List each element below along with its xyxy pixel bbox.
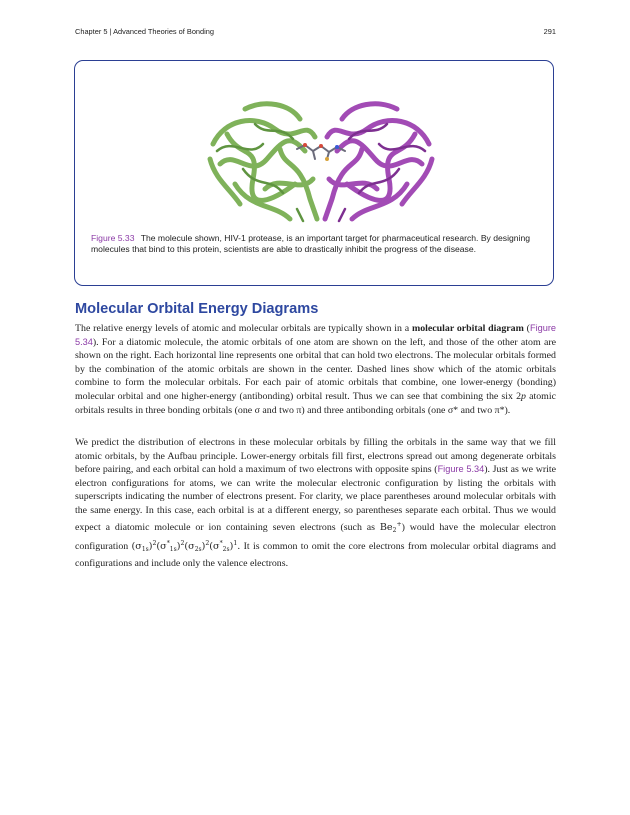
electron-configuration: $(\sigma_{1s})^2(\sigma^*_{1s})^2(\sigma_{2s})^2(\sigma^*_{2s})^1$. <box>131 540 241 554</box>
chapter-title: Chapter 5 | Advanced Theories of Bonding <box>75 27 215 36</box>
paragraph-electron-configuration: We predict the distribution of electrons in these molecular orbitals by filling the orbitals in the same way that we fill atomic orbitals, by the Aufbau principle. Lower-energy orbitals fill first, electrons spread out among degenerate orbitals before pairing, and each orbital can hold a maximum of two electrons with opposite spins (Figure 5.34). Just as we write electron configurations for atoms, we can write the molecular electronic configuration by listing the orbitals with superscripts indicating the number of electrons present. For clarity, we place parentheses around molecular orbitals with the same energy. In this case, each orbital is at a different energy, so parentheses separate each orbital. Thus we would expect a diatomic molecule or ion containing seven electrons (such as $Be_2^+$) would have the molecular electron configuration $(\sigma_{1s})^2(\sigma^*_{1s})^2(\sigma_{2s})^2(\sigma^*_{2s})^1$. It is common to omit the core electrons from molecular orbital diagrams and configurations and include only the valence electrons. <box>75 437 557 569</box>
figure-caption-text: The molecule shown, HIV-1 protease, is an important target for pharmaceutical research. By designing molecules that bind to this protein, scientists are able to drastically inhibit the progress of the disease. <box>91 233 531 254</box>
running-header <box>75 27 556 36</box>
ion-formula: $Be_2^+$ <box>379 520 402 534</box>
page-number: 291 <box>543 27 556 36</box>
section-title: Molecular Orbital Energy Diagrams <box>75 301 319 317</box>
figure-caption <box>91 233 531 255</box>
paragraph-mo-diagram: The relative energy levels of atomic and molecular orbitals are typically shown in a molecular orbital diagram (Figure 5.34). For a diatomic molecule, the atomic orbitals of one atom are shown on the left, and those of the other atom are shown on the right. Each horizontal line represents one orbital that can hold two electrons. The molecular orbitals formed by the combination of the atomic orbitals are shown in the center. Dashed lines show which of the atomic orbitals combine to form the molecular orbitals. For each pair of atomic orbitals that combine, one lower-energy (bonding) molecular orbital and one higher-energy (antibonding) orbital result. Thus we can see that combining the six 2p atomic orbitals results in three bonding orbitals (one σ and two π) and three antibonding orbitals (one σ* and two π*). <box>75 323 556 416</box>
figure-reference-link[interactable]: Figure 5.34 <box>437 464 485 475</box>
figure-reference-link[interactable]: Figure 5.34 <box>75 323 556 347</box>
key-term: molecular orbital diagram <box>411 323 524 334</box>
figure-label: Figure 5.33 <box>91 233 135 243</box>
figure-box <box>74 60 554 286</box>
protein-ribbon-image <box>205 89 437 229</box>
